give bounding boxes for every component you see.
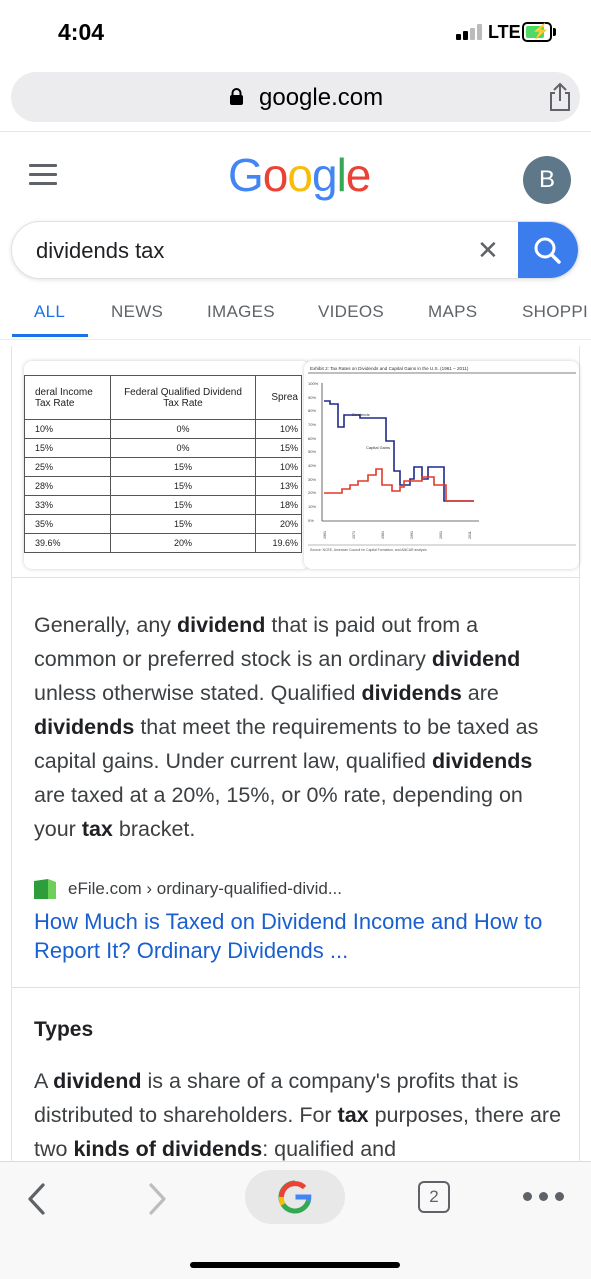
- chart-source: Source: NCEE, American Council for Capital Formation, and AMCAR analysis: [310, 548, 427, 552]
- table-row: 28% 15% 13%: [25, 477, 302, 496]
- clear-icon[interactable]: ✕: [477, 235, 499, 265]
- search-input[interactable]: dividends tax: [36, 238, 165, 263]
- tab-switcher-button[interactable]: 2: [418, 1181, 450, 1213]
- table-row: 15% 0% 15%: [25, 439, 302, 458]
- bold-term: dividend: [53, 1069, 142, 1093]
- capital-gains-line: [324, 469, 474, 501]
- svg-text:1981: 1981: [381, 531, 385, 539]
- featured-snippet: [11, 346, 580, 1166]
- snippet-text: [34, 608, 564, 846]
- svg-text:10%: 10%: [308, 504, 317, 509]
- divider: [0, 131, 591, 132]
- svg-text:2011: 2011: [468, 531, 472, 539]
- svg-text:30%: 30%: [308, 477, 317, 482]
- tab-all[interactable]: ALL: [34, 302, 66, 321]
- text-run: purposes, there are two: [34, 1103, 562, 1161]
- text-run: are: [461, 681, 499, 705]
- address-bar[interactable]: [11, 72, 580, 122]
- text-run: : qualified and: [262, 1137, 397, 1161]
- browser-toolbar: [0, 1161, 591, 1279]
- svg-text:60%: 60%: [308, 436, 317, 441]
- bold-term: dividend: [431, 647, 521, 671]
- text-run: is a share of a company's profits that is distributed to shareholders. For: [34, 1069, 519, 1127]
- svg-text:20%: 20%: [308, 490, 317, 495]
- bold-term: tax: [81, 817, 113, 841]
- text-run: are taxed at a 20%, 15%, or 0% rate, depending on your: [34, 783, 523, 841]
- battery-icon: ⚡: [522, 22, 552, 42]
- y-axis-labels: [308, 381, 319, 523]
- text-run: that meet the requirements to be taxed as capital gains. Under current law, qualified: [34, 715, 539, 773]
- rate-chart-image[interactable]: [304, 361, 579, 569]
- divider: [12, 577, 579, 578]
- divider: [0, 339, 591, 340]
- bold-term: kinds of dividends: [73, 1137, 263, 1161]
- tab-shopping[interactable]: SHOPPI: [522, 302, 589, 321]
- rate-chart: [304, 361, 579, 569]
- svg-text:40%: 40%: [308, 463, 317, 468]
- efile-favicon-icon: [34, 879, 56, 899]
- table-row: 35% 15% 20%: [25, 515, 302, 534]
- table-row: 33% 15% 18%: [25, 496, 302, 515]
- x-axis-labels: [323, 531, 472, 539]
- dividends-line: [324, 401, 474, 501]
- status-bar: [0, 0, 591, 62]
- tab-images[interactable]: IMAGES: [207, 302, 275, 321]
- tab-videos[interactable]: VIDEOS: [318, 302, 385, 321]
- bold-term: dividends: [34, 715, 135, 739]
- capital-gains-label: Capital Gains: [366, 445, 391, 450]
- google-home-button[interactable]: [245, 1170, 345, 1224]
- dividends-label: Dividends: [352, 412, 370, 417]
- back-icon[interactable]: [25, 1182, 49, 1216]
- table-header: deral Income Tax Rate: [25, 376, 111, 420]
- more-options-icon[interactable]: [523, 1192, 565, 1202]
- signal-icon: [456, 24, 484, 40]
- text-run: that is paid out from a common or preferred stock is an ordinary: [34, 613, 479, 671]
- table-header: Federal Qualified Dividend Tax Rate: [111, 376, 256, 420]
- bold-term: dividend: [177, 613, 266, 637]
- source-url: eFile.com › ordinary-qualified-divid...: [68, 879, 342, 898]
- table-row: 10% 0% 10%: [25, 420, 302, 439]
- text-run: bracket.: [112, 817, 196, 841]
- svg-text:1961: 1961: [323, 531, 327, 539]
- svg-text:2001: 2001: [439, 531, 443, 539]
- url-text: google.com: [259, 84, 384, 111]
- tax-rate-table: [24, 375, 302, 553]
- svg-text:100%: 100%: [308, 381, 319, 386]
- search-box[interactable]: [11, 221, 579, 279]
- account-avatar[interactable]: B: [523, 156, 571, 204]
- svg-text:1971: 1971: [352, 531, 356, 539]
- table-row: 25% 15% 10%: [25, 458, 302, 477]
- result-title-link[interactable]: How Much is Taxed on Dividend Income and How to Report It? Ordinary Dividends ...: [34, 909, 543, 963]
- divider: [12, 987, 579, 988]
- google-g-icon: [245, 1170, 345, 1224]
- tax-table-image[interactable]: [24, 361, 310, 569]
- lock-icon: [229, 88, 244, 105]
- share-icon[interactable]: [547, 82, 573, 112]
- svg-text:80%: 80%: [308, 408, 317, 413]
- tab-news[interactable]: NEWS: [111, 302, 164, 321]
- forward-icon[interactable]: [145, 1182, 169, 1216]
- tab-maps[interactable]: MAPS: [428, 302, 478, 321]
- table-row: 39.6% 20% 19.6%: [25, 534, 302, 553]
- section-heading: Types: [34, 1018, 94, 1041]
- google-logo[interactable]: Google: [228, 149, 371, 201]
- text-run: Generally, any: [34, 613, 178, 637]
- bold-term: tax: [337, 1103, 369, 1127]
- active-tab-indicator: [12, 334, 88, 337]
- text-run: A: [34, 1069, 54, 1093]
- network-label: LTE: [488, 22, 521, 42]
- svg-text:50%: 50%: [308, 449, 317, 454]
- home-indicator: [190, 1262, 400, 1268]
- table-header: Sprea: [256, 376, 302, 420]
- chart-title: Exhibit 2: Tax Rates on Dividends and Capital Gains in the U.S. (1961 – 2011): [310, 366, 469, 371]
- text-run: unless otherwise stated. Qualified: [34, 681, 362, 705]
- bold-term: dividends: [431, 749, 533, 773]
- svg-text:70%: 70%: [308, 422, 317, 427]
- svg-text:1991: 1991: [410, 531, 414, 539]
- types-text: [34, 1064, 564, 1166]
- svg-text:90%: 90%: [308, 395, 317, 400]
- search-tabs: [0, 300, 591, 340]
- search-button[interactable]: [518, 222, 578, 279]
- status-time: 4:04: [58, 19, 105, 45]
- svg-text:0%: 0%: [308, 518, 314, 523]
- search-icon: [518, 222, 578, 279]
- hamburger-menu-icon[interactable]: [29, 164, 57, 186]
- bold-term: dividends: [361, 681, 462, 705]
